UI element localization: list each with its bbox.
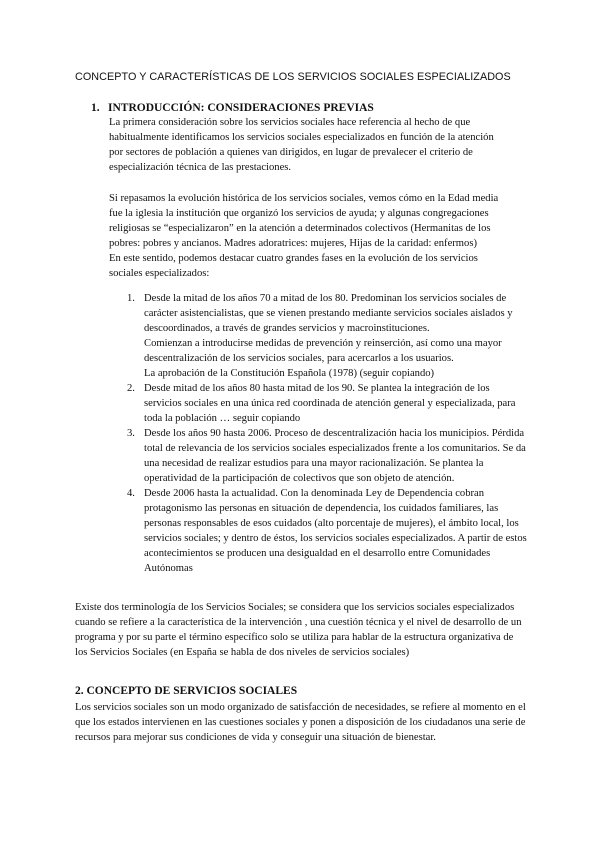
concept-paragraph: Los servicios sociales son un modo organizado de satisfacción de necesidades, se refiere al momento en el que los estados intervienen en las cuestiones sociales y ponen a disposición de los ciudadanos una serie de recursos para mejorar sus condiciones de vida y conseguir una situación de bienestar. xyxy=(75,702,526,743)
phase-text: Comienzan a introducirse medidas de prevención y reinserción, así como una mayor descentralización de los servicios sociales, para acercarlos a los usuarios. xyxy=(144,338,502,364)
phase-text: Desde mitad de los años 80 hasta mitad de los 90. Se plantea la integración de los servicios sociales en una única red coordinada de atención general y especializada, para toda la población … seguir copiando xyxy=(144,383,516,424)
phase-item-1 xyxy=(109,291,529,381)
section-2-heading: 2. CONCEPTO DE SERVICIOS SOCIALES xyxy=(75,685,298,697)
phase-text: Desde 2006 hasta la actualidad. Con la denominada Ley de Dependencia cobran protagonismo las personas en situación de dependencia, los cuidados familiares, las personas responsables de esos cuidados (alto porcentaje de mujeres), el ámbito local, los servicios sociales; y dentro de éstos, los servicios sociales especializados. A partir de estos acontecimientos se producen una desigualdad en el desarrollo entre Comunidades Autónomas xyxy=(144,488,527,574)
phase-number: 2. xyxy=(127,383,135,394)
section-1-heading-text: INTRODUCCIÓN: CONSIDERACIONES PREVIAS xyxy=(108,102,374,114)
intro-paragraph-1: La primera consideración sobre los servicios sociales hace referencia al hecho de que habitualmente identificamos los servicios sociales especializados en función de la atención por sectores de población a quienes van dirigidos, en lugar de prevalecer el criterio de especialización técnica de las prestaciones. xyxy=(109,117,494,173)
phase-text: Desde la mitad de los años 70 a mitad de los 80. Predominan los servicios sociales de carácter asistencialistas, que se vienen prestando mediante servicios sociales aislados y descoordinados, a través de grandes servicios y macroinstituciones. xyxy=(144,293,513,334)
phase-number: 4. xyxy=(127,488,135,499)
section-1-number: 1. xyxy=(91,102,100,114)
intro-paragraph-3: En este sentido, podemos destacar cuatro grandes fases en la evolución de los servicios sociales especializados: xyxy=(109,253,478,279)
phase-number: 3. xyxy=(127,428,135,439)
terminology-paragraph: Existe dos terminología de los Servicios Sociales; se considera que los servicios sociales especializados cuando se refiere a la característica de la intervención , una cuestión técnica y el nivel de desarrollo de un programa y por su parte el término específico solo se utiliza para hablar de la estructura organizativa de los Servicios Sociales (en España se habla de dos niveles de servicios sociales) xyxy=(75,602,522,658)
phase-number: 1. xyxy=(127,293,135,304)
phases-list xyxy=(109,291,529,576)
phase-item-3 xyxy=(109,426,529,486)
document-title: CONCEPTO Y CARACTERÍSTICAS DE LOS SERVICIOS SOCIALES ESPECIALIZADOS xyxy=(75,71,511,83)
phase-text: Desde los años 90 hasta 2006. Proceso de descentralización hacia los municipios. Pérdida total de relevancia de los servicios sociales especializados frente a los comunitarios. Se da una necesidad de realizar estudios para una mayor racionalización. Se plantea la operatividad de la participación de colectivos que son objeto de atención. xyxy=(144,428,526,484)
phase-item-2 xyxy=(109,381,529,426)
intro-paragraph-2: Si repasamos la evolución histórica de los servicios sociales, vemos cómo en la Edad media fue la iglesia la institución que organizó los servicios de ayuda; y algunas congregaciones religiosas se “especializaron” en la atención a determinados colectivos (Hermanitas de los pobres: pobres y ancianos. Madres adoratrices: mujeres, Hijas de la caridad: enfermos) xyxy=(109,193,499,249)
phase-item-4 xyxy=(109,486,529,576)
section-1-heading xyxy=(91,101,374,116)
phase-text: La aprobación de la Constitución Española (1978) (seguir copiando) xyxy=(144,368,435,379)
